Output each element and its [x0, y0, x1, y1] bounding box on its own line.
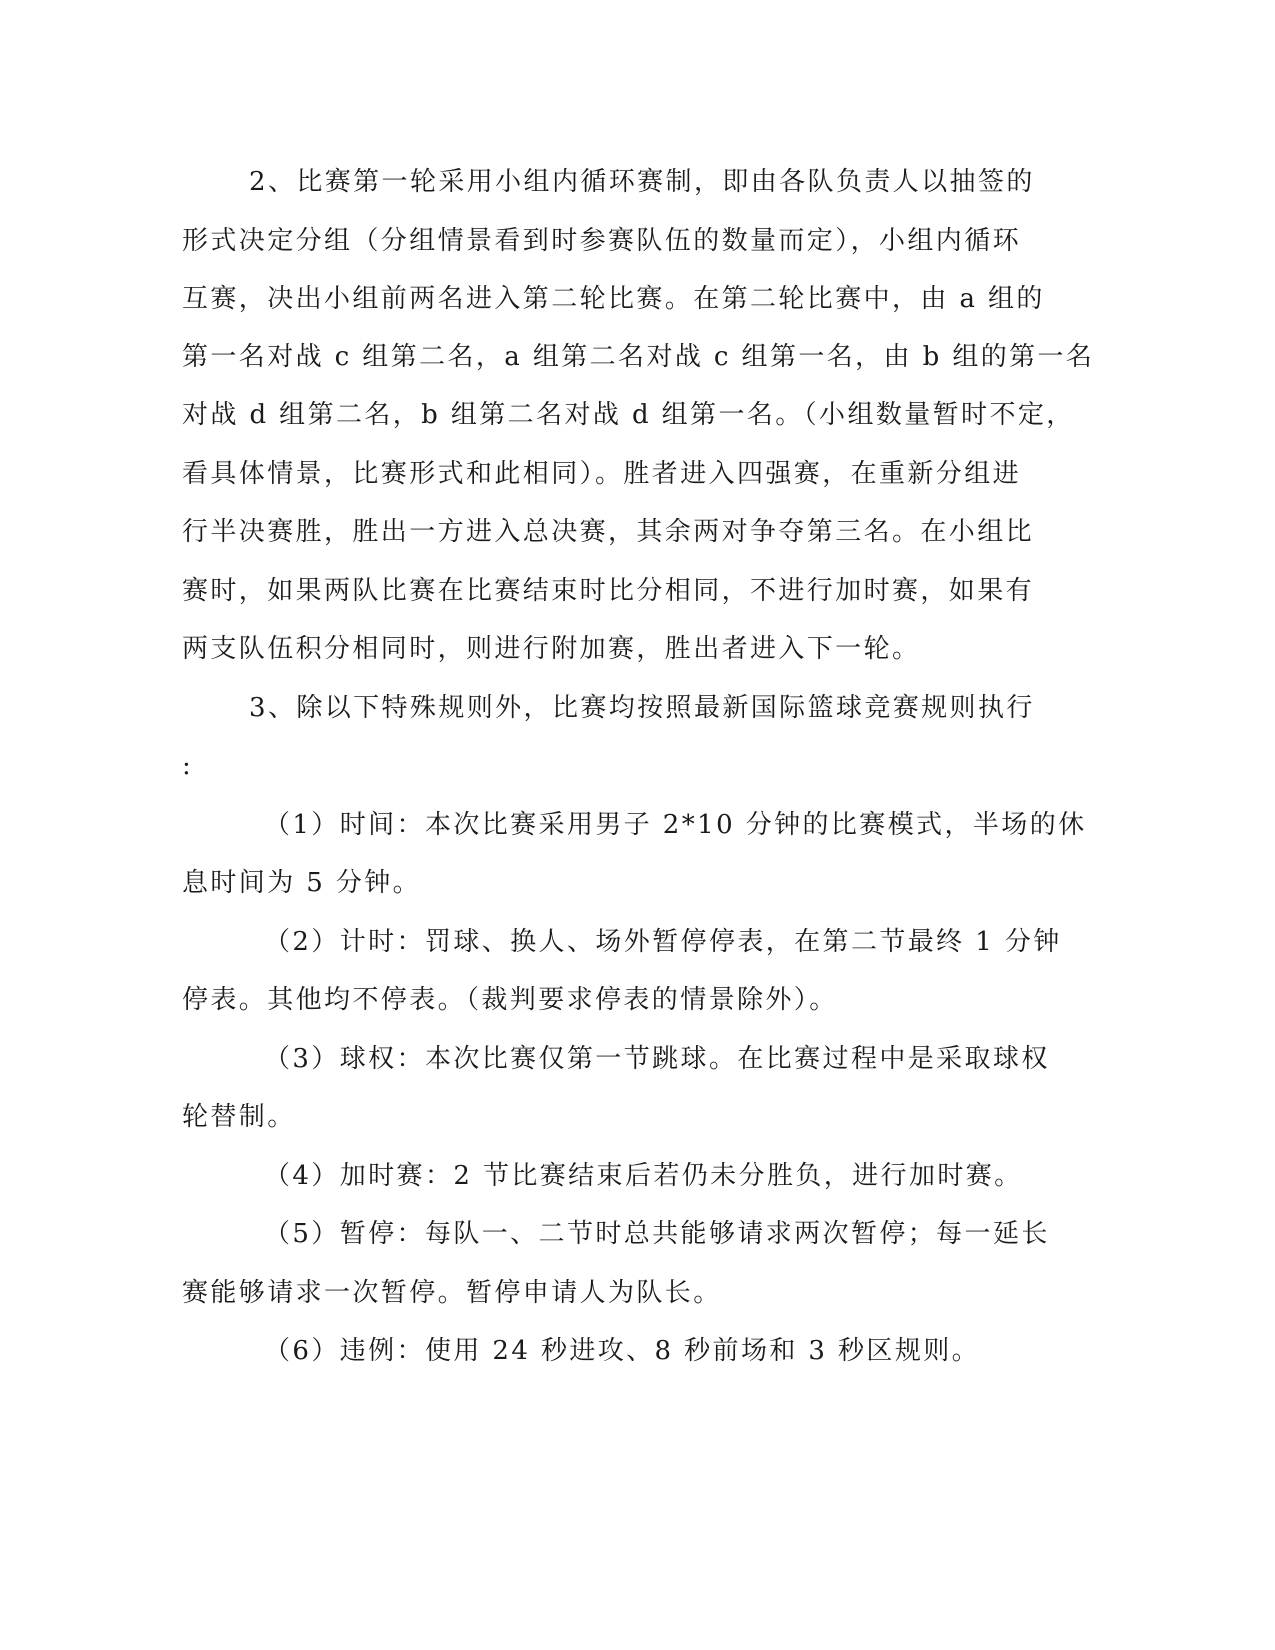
paragraph-2-line-4: 第一名对战 c 组第二名，a 组第二名对战 c 组第一名，由 b 组的第一名	[182, 342, 1095, 372]
rule-4-line-1: （4）加时赛：2 节比赛结束后若仍未分胜负，进行加时赛。	[264, 1161, 1023, 1191]
paragraph-3-line-1: 3、除以下特殊规则外，比赛均按照最新国际篮球竞赛规则执行	[249, 693, 1035, 723]
rule-1-line-1: （1）时间：本次比赛采用男子 2*10 分钟的比赛模式，半场的休	[264, 810, 1087, 840]
rule-5-line-1: （5）暂停：每队一、二节时总共能够请求两次暂停；每一延长	[264, 1219, 1050, 1249]
paragraph-2-line-1: 2、比赛第一轮采用小组内循环赛制，即由各队负责人以抽签的	[249, 167, 1035, 197]
rule-5-line-2: 赛能够请求一次暂停。暂停申请人为队长。	[182, 1278, 722, 1308]
paragraph-2-line-5: 对战 d 组第二名，b 组第二名对战 d 组第一名。（小组数量暂时不定，	[182, 400, 1075, 430]
rule-3-line-1: （3）球权：本次比赛仅第一节跳球。在比赛过程中是采取球权	[264, 1044, 1050, 1074]
paragraph-3-line-2: :	[182, 751, 194, 781]
rule-1-line-2: 息时间为 5 分钟。	[182, 868, 422, 898]
rule-3-line-2: 轮替制。	[182, 1102, 296, 1132]
paragraph-2-line-2: 形式决定分组（分组情景看到时参赛队伍的数量而定），小组内循环	[182, 226, 1022, 256]
paragraph-2-line-8: 赛时，如果两队比赛在比赛结束时比分相同，不进行加时赛，如果有	[182, 576, 1035, 606]
paragraph-2-line-7: 行半决赛胜，胜出一方进入总决赛，其余两对争夺第三名。在小组比	[182, 517, 1035, 547]
rule-6-line-1: （6）违例：使用 24 秒进攻、8 秒前场和 3 秒区规则。	[264, 1336, 981, 1366]
paragraph-2-line-9: 两支队伍积分相同时，则进行附加赛，胜出者进入下一轮。	[182, 634, 921, 664]
rule-2-line-2: 停表。其他均不停表。（裁判要求停表的情景除外）。	[182, 985, 838, 1015]
paragraph-2-line-3: 互赛，决出小组前两名进入第二轮比赛。在第二轮比赛中，由 a 组的	[182, 284, 1045, 314]
rule-2-line-1: （2）计时：罚球、换人、场外暂停停表，在第二节最终 1 分钟	[264, 927, 1062, 957]
paragraph-2-line-6: 看具体情景，比赛形式和此相同）。胜者进入四强赛，在重新分组进	[182, 459, 1022, 489]
